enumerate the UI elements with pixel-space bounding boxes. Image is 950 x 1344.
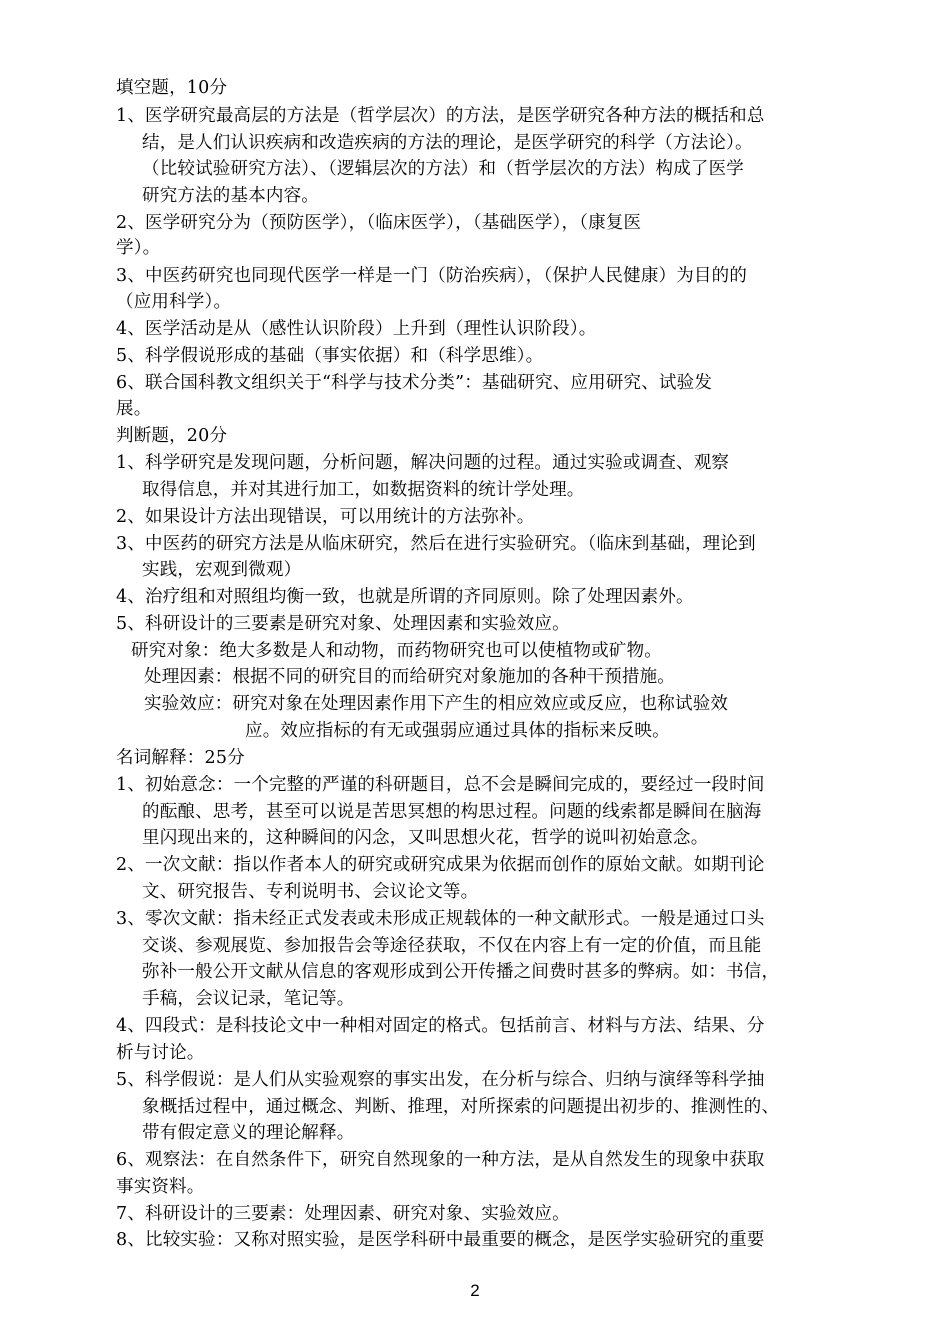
text-line: 交谈、参观展览、参加报告会等途径获取，不仅在内容上有一定的价值，而且能 xyxy=(142,936,762,956)
text-line: 实践，宏观到微观） xyxy=(142,560,302,580)
text-line: 5、科研设计的三要素是研究对象、处理因素和实验效应。 xyxy=(116,614,570,634)
text-line: 1、初始意念：一个完整的严谨的科研题目，总不会是瞬间完成的，要经过一段时间 xyxy=(116,775,765,795)
text-line: 3、中医药的研究方法是从临床研究，然后在进行实验研究。（临床到基础，理论到 xyxy=(116,534,756,554)
text-line: 1、科学研究是发现问题，分析问题，解决问题的过程。通过实验或调查、观察 xyxy=(116,453,730,473)
text-line: 4、医学活动是从（感性认识阶段）上升到（理性认识阶段）。 xyxy=(116,319,597,339)
text-line: 象概括过程中，通过概念、判断、推理，对所探索的问题提出初步的、推测性的、 xyxy=(142,1097,780,1117)
text-line: 3、零次文献：指未经正式发表或未形成正规载体的一种文献形式。一般是通过口头 xyxy=(116,909,765,929)
text-line: 7、科研设计的三要素：处理因素、研究对象、实验效应。 xyxy=(116,1204,570,1224)
text-line: （应用科学）。 xyxy=(116,292,232,312)
text-line: 研究方法的基本内容。 xyxy=(142,186,319,206)
text-line: 展。 xyxy=(116,399,152,419)
text-line: 5、科学假说：是人们从实验观察的事实出发，在分析与综合、归纳与演绎等科学抽 xyxy=(116,1070,765,1090)
section-heading-term-explanation: 名词解释：25分 xyxy=(116,748,245,768)
text-line: 4、四段式：是科技论文中一种相对固定的格式。包括前言、材料与方法、结果、分 xyxy=(116,1016,765,1036)
text-line: 的酝酿、思考，甚至可以说是苦思冥想的构思过程。问题的线索都是瞬间在脑海 xyxy=(142,802,762,822)
text-line: 3、中医药研究也同现代医学一样是一门（防治疾病），（保护人民健康）为目的的 xyxy=(116,266,748,286)
text-line: 研究对象：绝大多数是人和动物，而药物研究也可以使植物或矿物。 xyxy=(131,641,662,661)
section-heading-fill-blank: 填空题，10分 xyxy=(116,78,228,98)
page-number: 2 xyxy=(470,1281,480,1300)
text-line: （比较试验研究方法）、（逻辑层次的方法）和（哲学层次的方法）构成了医学 xyxy=(142,159,744,179)
text-line: 8、比较实验：又称对照实验，是医学科研中最重要的概念，是医学实验研究的重要 xyxy=(116,1230,765,1250)
text-line: 处理因素：根据不同的研究目的而给研究对象施加的各种干预措施。 xyxy=(144,667,675,687)
section-heading-true-false: 判断题，20分 xyxy=(116,426,228,446)
text-line: 2、医学研究分为（预防医学），（临床医学），（基础医学），（康复医 xyxy=(116,213,642,233)
text-line: 取得信息，并对其进行加工，如数据资料的统计学处理。 xyxy=(142,480,585,500)
text-line: 4、治疗组和对照组均衡一致，也就是所谓的齐同原则。除了处理因素外。 xyxy=(116,587,694,607)
text-line: 2、一次文献：指以作者本人的研究或研究成果为依据而创作的原始文献。如期刊论 xyxy=(116,855,765,875)
text-line: 6、联合国科教文组织关于“科学与技术分类”：基础研究、应用研究、试验发 xyxy=(116,373,713,393)
text-line: 手稿，会议记录，笔记等。 xyxy=(142,989,355,1009)
text-line: 2、如果设计方法出现错误，可以用统计的方法弥补。 xyxy=(116,507,535,527)
text-line: 学）。 xyxy=(116,238,161,258)
text-line: 5、科学假说形成的基础（事实依据）和（科学思维）。 xyxy=(116,346,544,366)
text-line: 带有假定意义的理论解释。 xyxy=(142,1123,355,1143)
text-line: 应。效应指标的有无或强弱应通过具体的指标来反映。 xyxy=(245,721,670,741)
text-line: 6、观察法：在自然条件下，研究自然现象的一种方法，是从自然发生的现象中获取 xyxy=(116,1150,765,1170)
text-line: 文、研究报告、专利说明书、会议论文等。 xyxy=(142,882,479,902)
text-line: 实验效应：研究对象在处理因素作用下产生的相应效应或反应，也称试验效 xyxy=(144,694,729,714)
text-line: 弥补一般公开文献从信息的客观形成到公开传播之间费时甚多的弊病。如：书信， xyxy=(142,962,780,982)
text-line: 析与讨论。 xyxy=(116,1043,205,1063)
text-line: 里闪现出来的，这种瞬间的闪念，又叫思想火花，哲学的说叫初始意念。 xyxy=(142,828,709,848)
text-line: 事实资料。 xyxy=(116,1177,205,1197)
text-line: 1、医学研究最高层的方法是（哲学层次）的方法，是医学研究各种方法的概括和总 xyxy=(116,106,765,126)
text-line: 结，是人们认识疾病和改造疾病的方法的理论，是医学研究的科学（方法论）。 xyxy=(142,133,753,153)
